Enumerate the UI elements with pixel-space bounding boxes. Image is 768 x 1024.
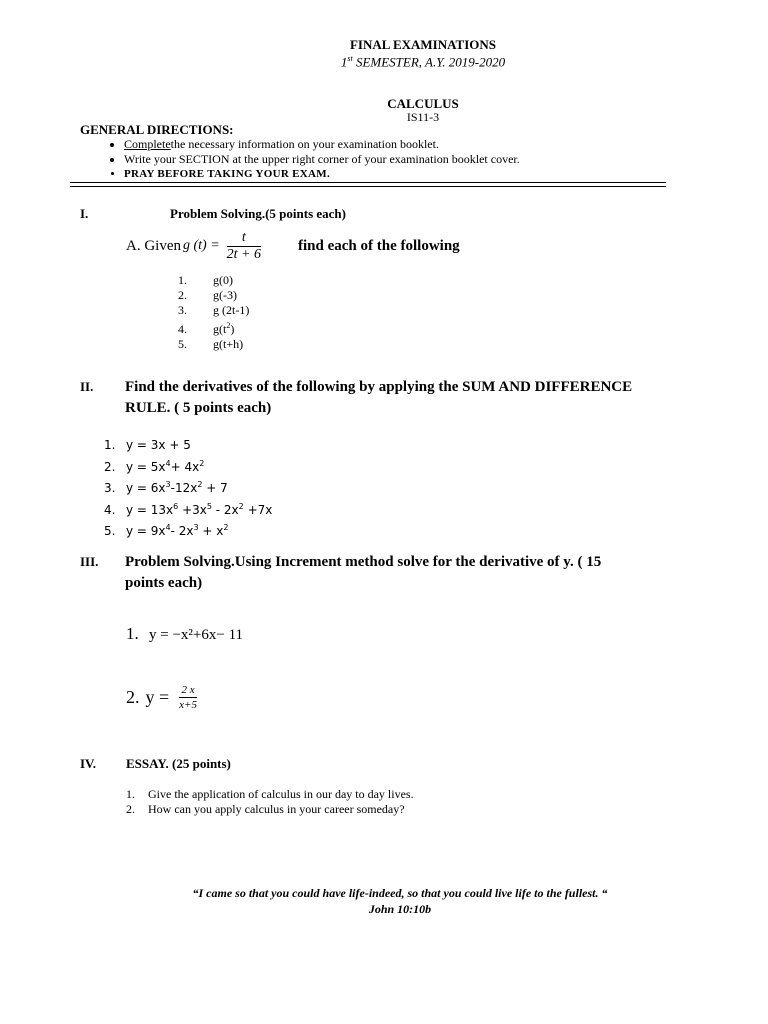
derivative-expression: $y = 9x^4-$ $2x^3 + x^2$ [126, 523, 229, 538]
derivative-expression: $y = 5x^4+ 4x^2$ [126, 458, 205, 474]
list-item: 5. g(t+h) [178, 337, 244, 351]
direction-item [124, 152, 520, 167]
footer-reference: John 10:10b [368, 902, 432, 916]
direction-text: PRAY BEFORE TAKING YOUR EXAM. [124, 168, 331, 180]
direction-text: Write your SECTION at the upper right corner of your examination booklet cover. [124, 152, 520, 166]
list-item: 4. $g(t^2)$ [178, 321, 235, 336]
increment-item-1 [126, 624, 243, 644]
section-4-numeral: IV. [80, 756, 97, 771]
list-item: 1. y = 3x + 5 [104, 438, 191, 452]
item-number: 2. [126, 686, 140, 707]
derivative-expression: $y = 6x^3-12x^2 + 7$ [126, 480, 228, 495]
given-label: A. Given [126, 237, 181, 254]
derivative-expression: y = 3x + 5 [126, 438, 191, 452]
directions-list [102, 137, 520, 182]
section-3-title-line: points each) [125, 575, 203, 591]
directions-heading: GENERAL DIRECTIONS: [80, 122, 234, 137]
subject-title: CALCULUS [387, 96, 459, 111]
list-item: 2. $y = 5x^4+ 4x^2$ [104, 458, 205, 474]
divider-line [70, 186, 666, 187]
section-4-title: ESSAY. (25 points) [126, 756, 231, 771]
direction-item [124, 137, 520, 152]
section-3-title-line: Problem Solving.Using Increment method solve for the derivative of y. ( 15 [125, 554, 602, 570]
list-item: 2. g(-3) [178, 288, 237, 302]
list-item: 1. g(0) [178, 273, 233, 287]
direction-item [124, 167, 520, 182]
section-1-list [178, 273, 249, 352]
increment-fraction [177, 684, 199, 711]
increment-item-2 [126, 680, 199, 714]
direction-text: the necessary information on your examination booklet. [170, 137, 439, 151]
section-4-list [126, 787, 414, 817]
exam-title: FINAL EXAMINATIONS [349, 37, 497, 52]
derivative-expression: $y = 13x^6 +3x^5 - 2x^2 +7x$ [126, 501, 273, 517]
section-1-numeral: I. [80, 206, 89, 221]
increment-expression: y = −x²+6x− 11 [149, 627, 244, 643]
function-lhs: g (t) = [183, 238, 220, 253]
footer-quote: “I came so that you could have life-indeed, so that you could live life to the fullest. “ [192, 886, 608, 900]
divider-line [70, 182, 666, 183]
fraction-denominator: x+5 [179, 698, 197, 711]
given-function-line [126, 226, 460, 266]
list-item: 5. $y = 9x^4-$ $2x^3 + x^2$ [104, 523, 229, 538]
section-3-title [125, 552, 601, 594]
given-tail: find each of the following [298, 237, 460, 254]
list-item: 3. g (2t-1) [178, 303, 250, 317]
section-1-title: Problem Solving.(5 points each) [170, 206, 346, 221]
list-item: 1. Give the application of calculus in our day to day lives. [126, 787, 414, 801]
semester-line [0, 54, 768, 70]
fraction-numerator: 2 x [181, 683, 195, 696]
semester-number: 1 [340, 54, 348, 70]
function-fraction [224, 230, 264, 263]
section-3-numeral: III. [80, 554, 99, 569]
section-2-list [104, 437, 272, 541]
increment-lhs: y = [145, 686, 170, 707]
section-2-title-line: RULE. ( 5 points each) [125, 400, 272, 416]
course-code: IS11-3 [406, 110, 440, 124]
function-numerator: t [241, 229, 246, 245]
semester-suffix: st [347, 54, 353, 63]
list-item: 4. $y = 13x^6 +3x^5 - 2x^2 +7x$ [104, 501, 273, 517]
function-denominator: 2t + 6 [226, 246, 262, 262]
direction-underlined-word: Complete [124, 137, 171, 151]
section-2-title [125, 377, 632, 419]
section-2-title-line: Find the derivatives of the following by applying the SUM AND DIFFERENCE [125, 379, 633, 395]
list-item: 2. How can you apply calculus in your career someday? [126, 802, 405, 816]
section-2-numeral: II. [80, 379, 94, 394]
item-number: 1. [126, 624, 139, 643]
list-item: 3. $y = 6x^3-12x^2 + 7$ [104, 480, 228, 495]
semester-text: SEMESTER, A.Y. 2019-2020 [352, 54, 506, 70]
